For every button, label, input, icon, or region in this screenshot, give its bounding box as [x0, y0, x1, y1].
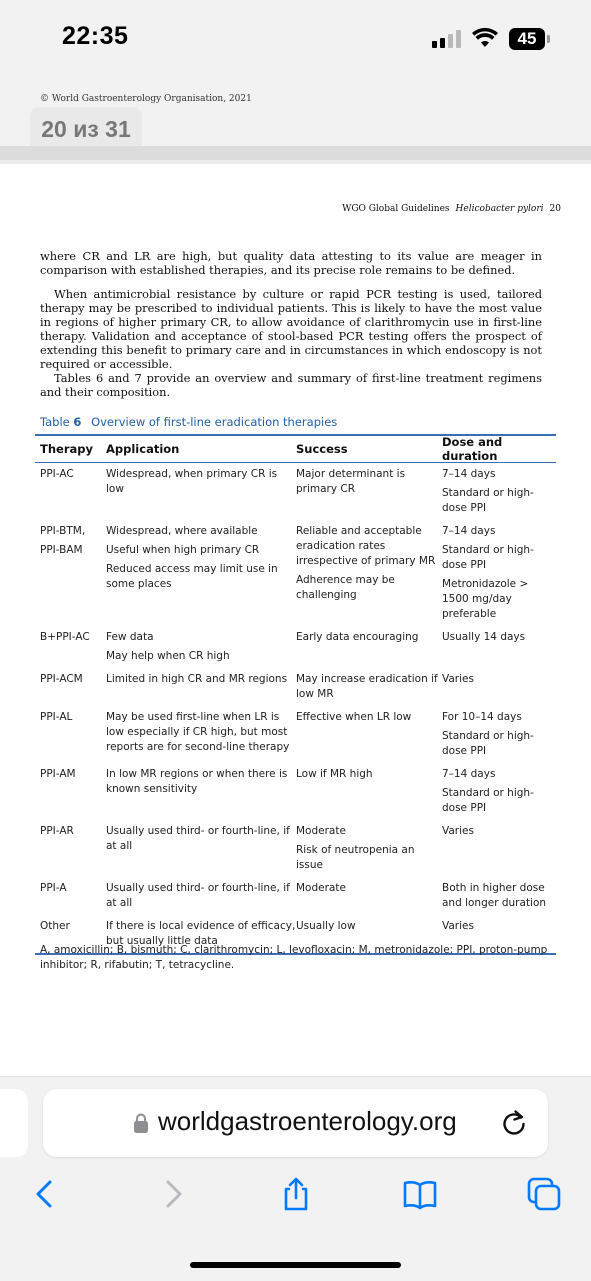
cell-therapy — [35, 710, 106, 763]
cell-success-line: Moderate — [296, 825, 346, 837]
cell-application-line: Widespread, when primary CR is low — [106, 468, 278, 495]
therapy-table — [35, 434, 556, 955]
cell-therapy-line: PPI-ACM — [40, 673, 83, 685]
forward-icon[interactable] — [156, 1176, 192, 1212]
cell-dose-line: Both in higher dose and longer duration — [442, 882, 547, 909]
column-header-therapy: Therapy — [40, 442, 93, 456]
cell-dose-line: Varies — [442, 825, 474, 837]
cell-application-line: Usually used third- or fourth-line, if at all — [106, 825, 290, 852]
table-body — [35, 463, 556, 953]
cell-dose — [442, 524, 556, 626]
status-time: 22:35 — [62, 22, 129, 50]
address-text[interactable]: worldgastroenterology.org — [158, 1106, 457, 1136]
cell-dose-line: 7–14 days — [442, 768, 496, 780]
cell-dose — [442, 672, 556, 706]
cell-success-line: Moderate — [296, 882, 346, 894]
lock-icon — [133, 1112, 149, 1134]
cell-dose-line: Varies — [442, 920, 474, 932]
table-number: 6 — [73, 415, 82, 429]
table-footnote: A, amoxicillin; B, bismuth; C, clarithromycin; L, levofloxacin; M, metronidazole; PPI, proton-pump inhibitor; R, rifabutin; T, tetracycline. — [40, 944, 548, 971]
cell-success — [296, 767, 442, 820]
table-row — [35, 520, 556, 626]
header-org: WGO Global Guidelines — [342, 204, 450, 214]
cell-application-line: If there is local evidence of efficacy, but usually little data — [106, 920, 296, 947]
page-indicator: 20 из 31 — [30, 107, 142, 155]
cell-success-line: Usually low — [296, 920, 356, 932]
cell-application-line: May be used first-line when LR is low especially if CR high, but most reports are for second-line therapy — [106, 711, 290, 753]
cell-dose-line: Varies — [442, 673, 474, 685]
cell-application-line: Usually used third- or fourth-line, if at all — [106, 882, 290, 909]
cell-dose — [442, 824, 556, 877]
paragraph-2: When antimicrobial resistance by culture or rapid PCR testing is used, tailored therapy may be prescribed to individual patients. This is likely to have the most value in regions of higher primary CR, to allow avoidance of clarithromycin use in first-line therapy. Validation and acceptance of stool-based PCR testing offers the prospect of extending this benefit to primary care and in circumstances in which endoscopy is not required or accessible. — [40, 287, 542, 371]
share-icon[interactable] — [278, 1176, 314, 1212]
table-row — [35, 706, 556, 763]
column-header-application: Application — [106, 442, 180, 456]
cell-dose-line: 7–14 days — [442, 468, 496, 480]
cell-application-line: Reduced access may limit use in some places — [106, 563, 278, 590]
cell-application-line: May help when CR high — [106, 650, 230, 662]
cell-therapy — [35, 467, 106, 520]
wifi-icon — [472, 27, 498, 49]
cell-success-line: Effective when LR low — [296, 711, 412, 723]
page-separator — [0, 146, 591, 160]
cell-success — [296, 710, 442, 763]
paragraph-1: where CR and LR are high, but quality data attesting to its value are meager in comparison with established therapies, and its precise role remains to be defined. — [40, 249, 542, 277]
cell-dose-line: Metronidazole > 1500 mg/day preferable — [442, 578, 529, 620]
cell-therapy — [35, 524, 106, 626]
bookmarks-icon[interactable] — [402, 1176, 438, 1212]
cell-application — [106, 881, 296, 915]
table-row — [35, 463, 556, 520]
cell-application-line: Useful when high primary CR — [106, 544, 260, 556]
document-running-header — [342, 204, 561, 214]
cell-therapy — [35, 824, 106, 877]
cell-therapy — [35, 630, 106, 668]
cell-therapy — [35, 881, 106, 915]
cell-application — [106, 672, 296, 706]
column-header-success: Success — [296, 442, 348, 456]
cell-application — [106, 767, 296, 820]
cell-therapy-line: PPI-AM — [40, 768, 76, 780]
cell-success-line: Reliable and acceptable eradication rates irrespective of primary MR — [296, 525, 436, 567]
cell-success — [296, 524, 442, 626]
cell-dose-line: Usually 14 days — [442, 631, 526, 643]
cell-dose-line: Standard or high-dose PPI — [442, 730, 534, 757]
cell-success-line: Adherence may be challenging — [296, 574, 395, 601]
cell-success — [296, 672, 442, 706]
cell-therapy-line: PPI-AL — [40, 711, 73, 723]
cell-dose-line: For 10–14 days — [442, 711, 522, 723]
cell-application — [106, 630, 296, 668]
copyright-line: © World Gastroenterology Organisation, 2021 — [40, 94, 252, 104]
table-label: Table — [40, 415, 70, 429]
cell-therapy — [35, 767, 106, 820]
cell-success-line: Major determinant is primary CR — [296, 468, 406, 495]
cell-success-line: Early data encouraging — [296, 631, 419, 643]
table-row — [35, 668, 556, 706]
battery-icon: 45 — [509, 28, 545, 50]
cell-therapy-line: Other — [40, 920, 70, 932]
paragraph-3: Tables 6 and 7 provide an overview and summary of first-line treatment regimens and their composition. — [40, 371, 542, 399]
table-row — [35, 877, 556, 915]
cell-dose — [442, 881, 556, 915]
cell-dose — [442, 767, 556, 820]
tabs-icon[interactable] — [526, 1176, 562, 1212]
back-icon[interactable] — [26, 1176, 62, 1212]
cell-therapy-line: PPI-BAM — [40, 544, 83, 556]
battery-nub — [547, 35, 550, 43]
cell-success-line: Risk of neutropenia an issue — [296, 844, 415, 871]
cell-application-line: Limited in high CR and MR regions — [106, 673, 288, 685]
cell-success — [296, 881, 442, 915]
table-header — [35, 436, 556, 463]
cellular-signal-icon — [432, 30, 462, 48]
cell-application — [106, 710, 296, 763]
header-topic: Helicobacter pylori — [455, 204, 544, 214]
cell-therapy-line: PPI-AC — [40, 468, 74, 480]
cell-therapy — [35, 672, 106, 706]
reload-icon[interactable] — [500, 1108, 528, 1138]
cell-application — [106, 467, 296, 520]
cell-dose-line: Standard or high-dose PPI — [442, 787, 534, 814]
cell-dose-line: 7–14 days — [442, 525, 496, 537]
table-title: Overview of first-line eradication therapies — [91, 415, 338, 429]
cell-application-line: Widespread, where available — [106, 525, 258, 537]
cell-dose-line: Standard or high-dose PPI — [442, 544, 534, 571]
cell-application-line: Few data — [106, 631, 154, 643]
cell-success — [296, 467, 442, 520]
table-row — [35, 820, 556, 877]
cell-therapy-line: PPI-AR — [40, 825, 74, 837]
column-header-dose: Dose and duration — [442, 435, 503, 463]
cell-application-line: In low MR regions or when there is known sensitivity — [106, 768, 288, 795]
cell-therapy-line: PPI-BTM, — [40, 525, 86, 537]
home-indicator — [190, 1262, 401, 1268]
previous-tab-edge[interactable] — [0, 1089, 28, 1157]
header-page-number: 20 — [549, 204, 561, 214]
table-caption — [40, 415, 337, 429]
cell-therapy-line: B+PPI-AC — [40, 631, 90, 643]
table-row — [35, 763, 556, 820]
cell-dose — [442, 710, 556, 763]
cell-application — [106, 824, 296, 877]
table-row — [35, 626, 556, 668]
cell-dose — [442, 630, 556, 668]
cell-success — [296, 630, 442, 668]
cell-application — [106, 524, 296, 626]
cell-dose-line: Standard or high-dose PPI — [442, 487, 534, 514]
page-separator-edge — [0, 160, 591, 164]
cell-success — [296, 824, 442, 877]
cell-success-line: Low if MR high — [296, 768, 373, 780]
cell-dose — [442, 467, 556, 520]
cell-success-line: May increase eradication if low MR — [296, 673, 438, 700]
cell-therapy-line: PPI-A — [40, 882, 67, 894]
